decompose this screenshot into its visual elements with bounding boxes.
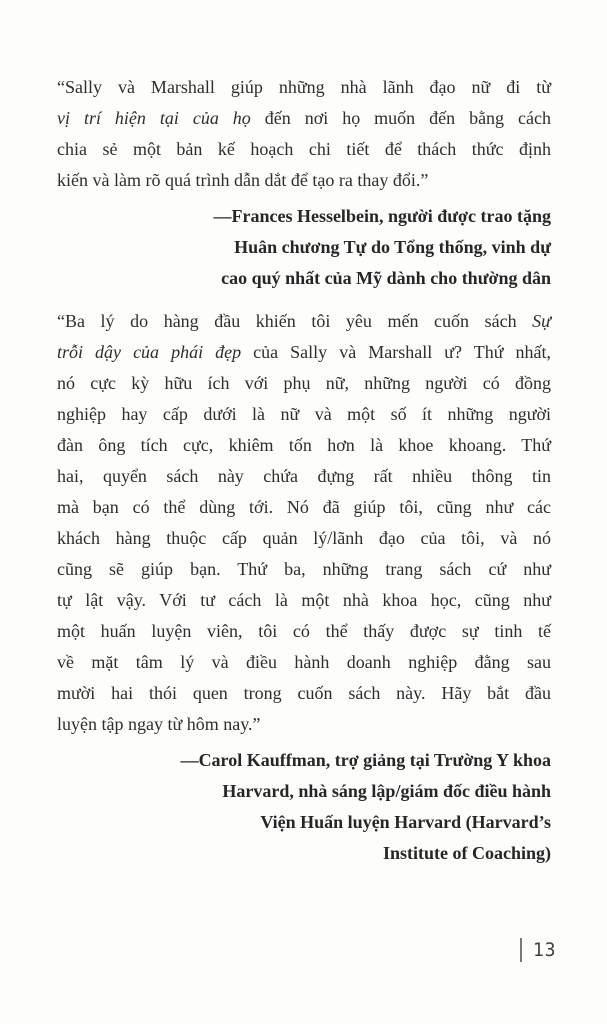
quote-line: hai, quyển sách này chứa đựng rất nhiều thông tin [57,466,551,486]
quote-line: tự lật vậy. Với tư cách là một nhà khoa học, cũng như [57,590,551,610]
testimonial-quote-2 [57,306,551,740]
quote-line: trỗi dậy của phái đẹp của Sally và Marshall ư? Thứ nhất, [57,342,551,362]
quote-line: nghiệp hay cấp dưới là nữ và một số ít những người [57,404,551,424]
attribution-frances-hesselbein [57,201,551,294]
quote-line: “Sally và Marshall giúp những nhà lãnh đạo nữ đi từ [57,77,551,97]
quote-line: khách hàng thuộc cấp quản lý/lãnh đạo của tôi, và nó [57,528,551,548]
attribution-carol-kauffman [57,745,551,869]
attribution-line: Harvard, nhà sáng lập/giám đốc điều hành [222,781,551,801]
quote-line: luyện tập ngay từ hôm nay.” [57,714,261,734]
attribution-line: Huân chương Tự do Tổng thống, vinh dự [234,237,551,257]
attribution-line: —Frances Hesselbein, người được trao tặng [213,206,551,226]
quote-line: kiến và làm rõ quá trình dẫn dắt để tạo ra thay đổi.” [57,170,429,190]
page-footer [520,938,556,962]
quote-line: nó cực kỳ hữu ích với phụ nữ, những người có đồng [57,373,551,393]
quote-line: một huấn luyện viên, tôi có thể thấy được sự tinh tế [57,621,551,641]
page-number: 13 [533,939,556,961]
text-block [57,72,551,869]
quote-line: mười hai thói quen trong cuốn sách này. Hãy bắt đầu [57,683,551,703]
quote-line: “Ba lý do hàng đầu khiến tôi yêu mến cuốn sách Sự [57,311,551,331]
quote-line: cũng sẽ giúp bạn. Thứ ba, những trang sách cứ như [57,559,551,579]
attribution-line: Institute of Coaching) [382,843,551,863]
attribution-line: —Carol Kauffman, trợ giảng tại Trường Y khoa [180,750,551,770]
attribution-line: Viện Huấn luyện Harvard (Harvard’s [260,812,551,832]
quote-line: chia sẻ một bản kế hoạch chi tiết để thách thức định [57,139,551,159]
quote-line: vị trí hiện tại của họ đến nơi họ muốn đến bằng cách [57,108,551,128]
testimonial-quote-1 [57,72,551,196]
attribution-line: cao quý nhất của Mỹ dành cho thường dân [221,268,551,288]
quote-line: đàn ông tích cực, khiêm tốn hơn là khoe khoang. Thứ [57,435,551,455]
quote-line: về mặt tâm lý và điều hành doanh nghiệp đằng sau [57,652,551,672]
footer-divider-bar [520,938,522,962]
quote-line: mà bạn có thể dùng tới. Nó đã giúp tôi, cũng như các [57,497,551,517]
